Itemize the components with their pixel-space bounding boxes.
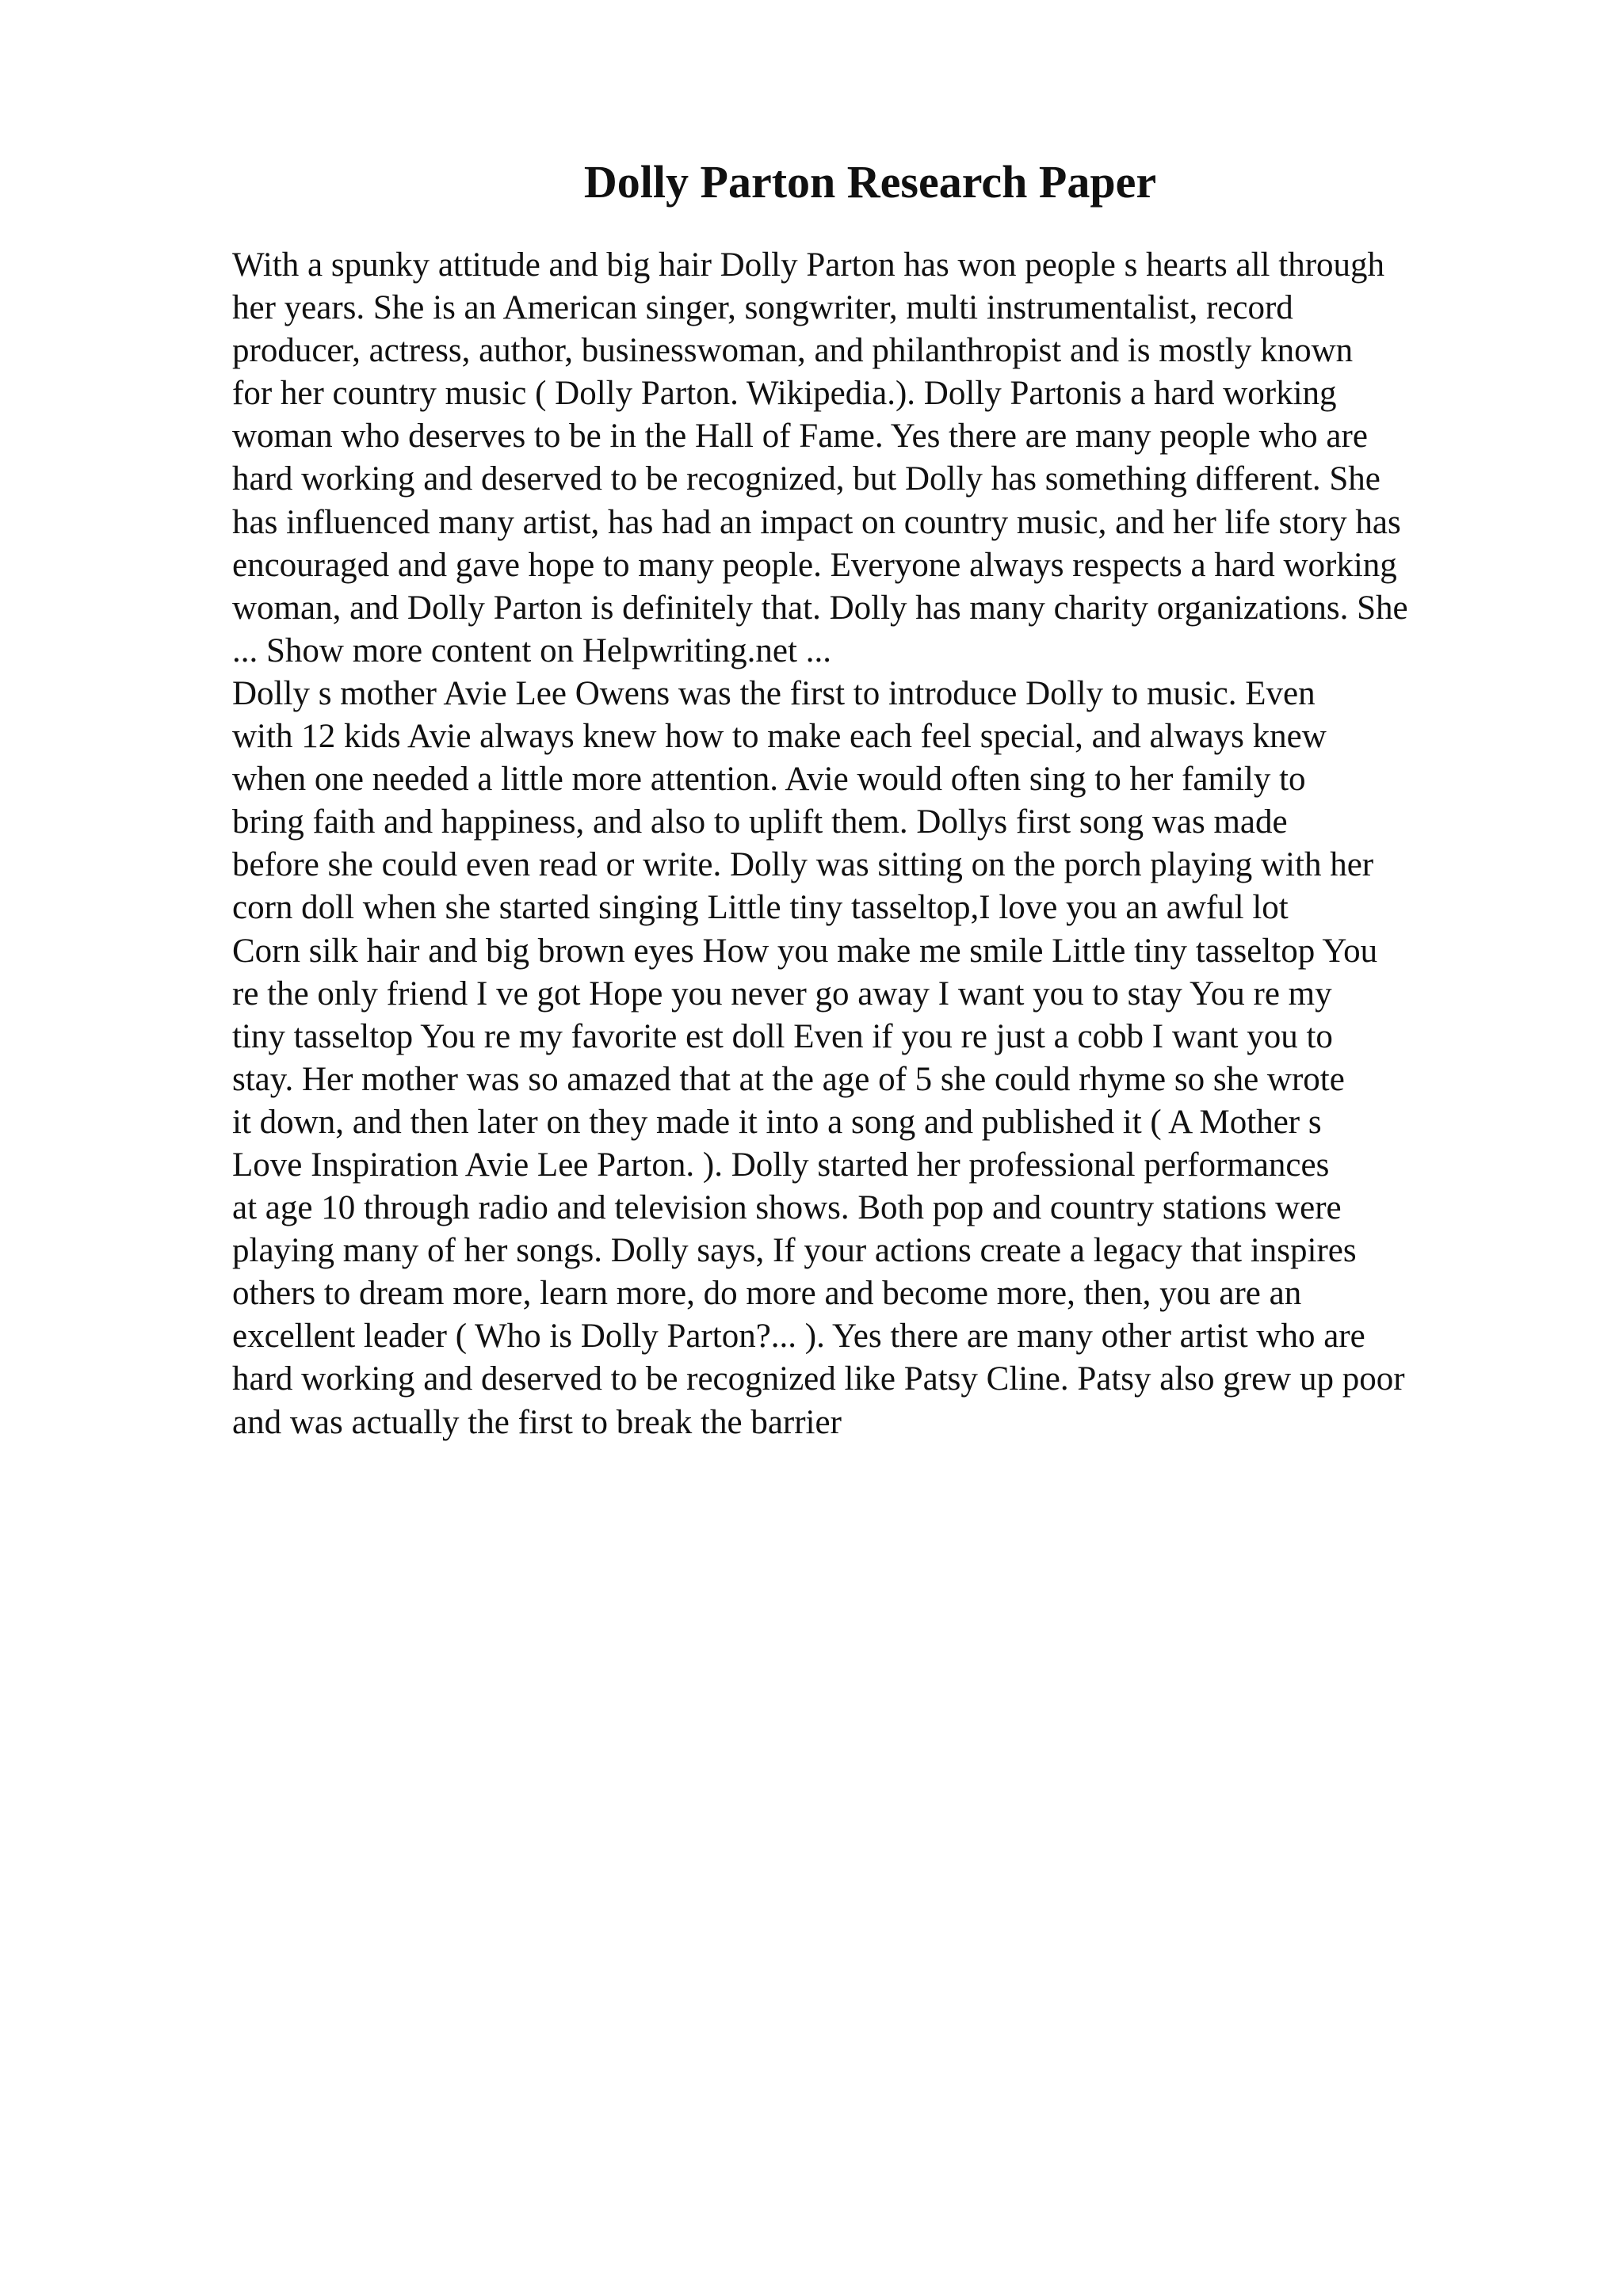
- body-line-8: encouraged and gave hope to many people. Everyone always respects a hard working: [232, 546, 1397, 584]
- document-body: [232, 244, 1611, 1444]
- body-line-17: Corn silk hair and big brown eyes How you make me smile Little tiny tasseltop You: [232, 932, 1378, 970]
- body-line-5: woman who deserves to be in the Hall of Fame. Yes there are many people who are: [232, 418, 1368, 456]
- body-line-12: with 12 kids Avie always knew how to make each feel special, and always knew: [232, 718, 1327, 756]
- body-line-27: hard working and deserved to be recognized like Patsy Cline. Patsy also grew up poor: [232, 1360, 1405, 1398]
- body-line-6: hard working and deserved to be recognized, but Dolly has something different. She: [232, 460, 1381, 498]
- body-line-25: others to dream more, learn more, do more and become more, then, you are an: [232, 1275, 1302, 1313]
- document-title: Dolly Parton Research Paper: [583, 156, 1157, 208]
- body-line-7: has influenced many artist, has had an impact on country music, and her life story has: [232, 503, 1401, 541]
- body-line-15: before she could even read or write. Dolly was sitting on the porch playing with her: [232, 846, 1374, 884]
- body-line-14: bring faith and happiness, and also to uplift them. Dollys first song was made: [232, 803, 1288, 841]
- body-line-28: and was actually the first to break the barrier: [232, 1403, 842, 1441]
- body-line-9: woman, and Dolly Parton is definitely that. Dolly has many charity organizations. She: [232, 589, 1408, 627]
- body-line-3: producer, actress, author, businesswoman, and philanthropist and is mostly known: [232, 332, 1354, 370]
- body-line-23: at age 10 through radio and television shows. Both pop and country stations were: [232, 1189, 1342, 1227]
- body-line-19: tiny tasseltop You re my favorite est doll Even if you re just a cobb I want you to: [232, 1017, 1333, 1055]
- body-line-4: for her country music ( Dolly Parton. Wikipedia.). Dolly Partonis a hard working: [232, 375, 1337, 413]
- body-line-21: it down, and then later on they made it into a song and published it ( A Mother s: [232, 1103, 1322, 1141]
- body-line-2: her years. She is an American singer, songwriter, multi instrumentalist, record: [232, 289, 1293, 327]
- body-line-13: when one needed a little more attention. Avie would often sing to her family to: [232, 761, 1306, 799]
- body-line-16: corn doll when she started singing Little tiny tasseltop,I love you an awful lot: [232, 889, 1289, 927]
- body-line-26: excellent leader ( Who is Dolly Parton?... ). Yes there are many other artist who are: [232, 1318, 1365, 1356]
- body-line-20: stay. Her mother was so amazed that at the age of 5 she could rhyme so she wrote: [232, 1060, 1345, 1098]
- body-line-1: With a spunky attitude and big hair Dolly Parton has won people s hearts all through: [232, 246, 1385, 284]
- show-more-line: ... Show more content on Helpwriting.net ...: [232, 631, 831, 669]
- body-line-24: playing many of her songs. Dolly says, If your actions create a legacy that inspires: [232, 1232, 1357, 1270]
- body-line-22: Love Inspiration Avie Lee Parton. ). Dolly started her professional performances: [232, 1146, 1330, 1184]
- body-line-18: re the only friend I ve got Hope you never go away I want you to stay You re my: [232, 974, 1332, 1013]
- body-line-11: Dolly s mother Avie Lee Owens was the first to introduce Dolly to music. Even: [232, 674, 1316, 712]
